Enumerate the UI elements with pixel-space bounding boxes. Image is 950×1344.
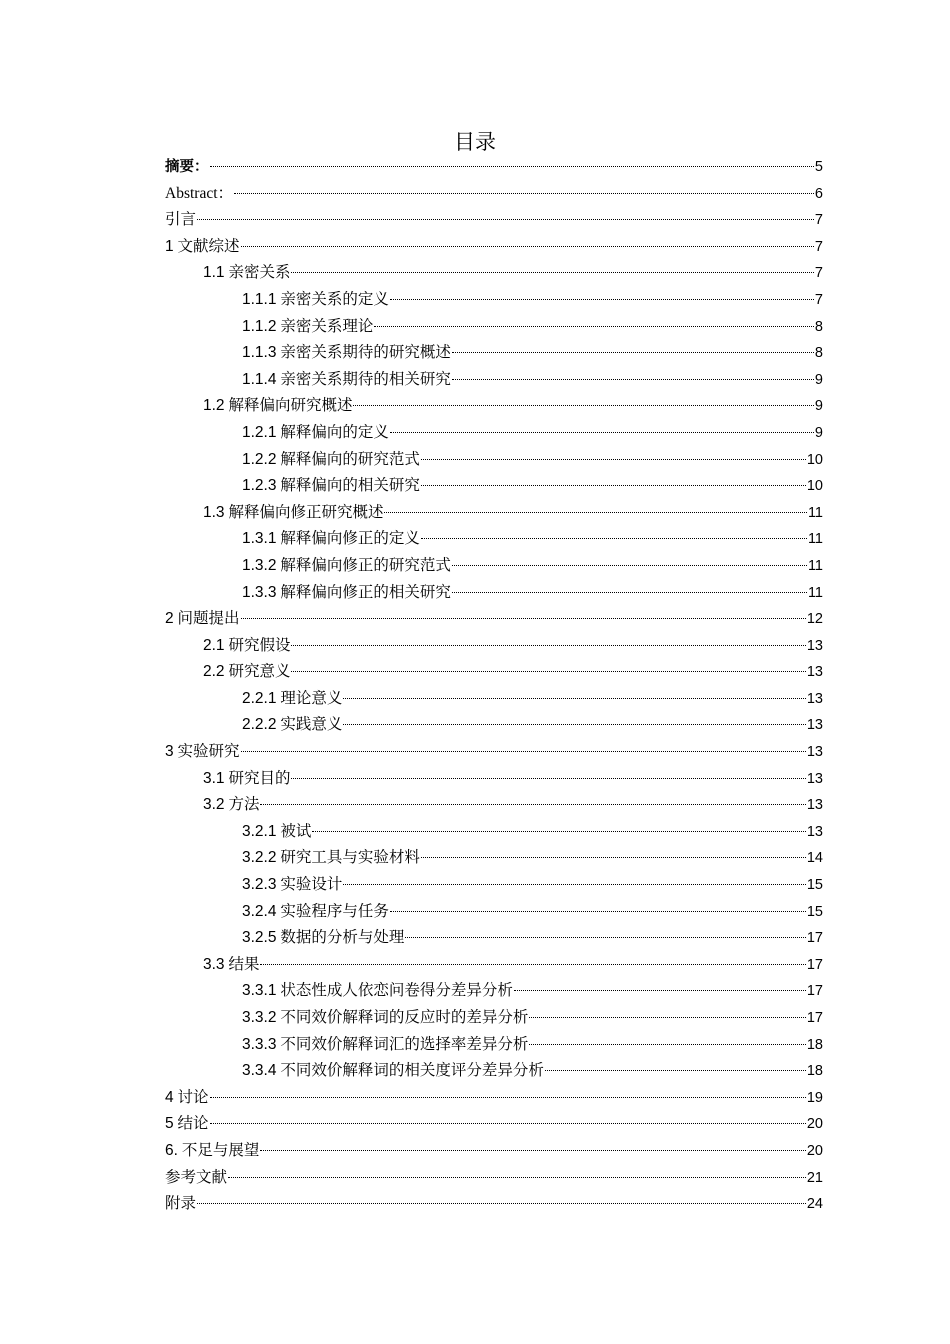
toc-entry-number: 1.1.4	[242, 370, 277, 388]
toc-entry[interactable]	[165, 260, 823, 287]
toc-entry-title: 研究工具与实验材料	[280, 849, 420, 867]
toc-entry-title: 研究意义	[228, 663, 291, 681]
table-of-contents	[165, 154, 823, 1218]
toc-page-number: 7	[814, 265, 823, 282]
dot-leader	[390, 299, 814, 300]
dot-leader	[260, 964, 805, 965]
dot-leader	[343, 724, 805, 725]
toc-entry-label	[165, 1191, 196, 1218]
toc-entry-number: 3.1	[203, 769, 225, 787]
toc-page-number: 15	[806, 877, 823, 894]
dot-leader	[421, 459, 806, 460]
dot-leader	[241, 618, 806, 619]
toc-entry[interactable]	[165, 526, 823, 553]
toc-entry-label	[203, 952, 259, 979]
toc-entry-title: 引言	[165, 211, 197, 229]
toc-page-number: 13	[806, 664, 823, 681]
toc-entry[interactable]	[165, 792, 823, 819]
toc-entry-title: 参考文献	[165, 1168, 228, 1186]
toc-entry-label	[242, 420, 389, 447]
toc-entry-label	[242, 1005, 528, 1032]
toc-page-number: 19	[806, 1089, 823, 1106]
toc-entry[interactable]	[165, 1191, 823, 1218]
toc-entry-title: 研究假设	[228, 636, 291, 654]
toc-entry-label	[242, 845, 420, 872]
dot-leader	[390, 432, 814, 433]
toc-page-number: 20	[806, 1116, 823, 1133]
toc-entry[interactable]	[165, 978, 823, 1005]
toc-page-number: 9	[814, 371, 823, 388]
toc-entry-number: 3.3	[203, 955, 225, 973]
toc-entry-title: 方法	[228, 796, 260, 814]
toc-page-number: 11	[807, 531, 823, 548]
toc-entry[interactable]	[165, 420, 823, 447]
toc-entry-number: 1.2	[203, 397, 225, 415]
toc-entry-label	[242, 686, 342, 713]
dot-leader	[260, 1150, 806, 1151]
dot-leader	[452, 352, 814, 353]
toc-entry-label	[165, 207, 196, 234]
toc-entry[interactable]	[165, 500, 823, 527]
toc-entry-label	[165, 1165, 227, 1192]
toc-entry-number: 3.2	[203, 796, 225, 814]
toc-entry-label	[165, 154, 209, 181]
toc-entry[interactable]	[165, 207, 823, 234]
dot-leader	[529, 1017, 805, 1018]
toc-entry-label	[203, 500, 383, 527]
dot-leader	[514, 990, 806, 991]
dot-leader	[234, 193, 814, 194]
toc-entry-title: 问题提出	[177, 610, 240, 628]
toc-page-number: 11	[807, 584, 823, 601]
toc-entry-label	[242, 580, 451, 607]
toc-page-number: 10	[806, 478, 823, 495]
toc-page-number: 17	[806, 956, 823, 973]
toc-entry-number: 3.3.4	[242, 1062, 277, 1080]
toc-entry[interactable]	[165, 367, 823, 394]
toc-entry-number: 1.3.3	[242, 583, 277, 601]
toc-entry-number: 1.1.3	[242, 344, 277, 362]
toc-entry[interactable]	[165, 766, 823, 793]
toc-entry-title: 讨论	[177, 1088, 209, 1106]
dot-leader	[529, 1044, 805, 1045]
dot-leader	[241, 246, 814, 247]
dot-leader	[210, 166, 814, 167]
toc-entry-number: 1.3	[203, 503, 225, 521]
toc-page-number: 21	[806, 1169, 823, 1186]
dot-leader	[452, 379, 814, 380]
toc-page-number: 11	[807, 557, 823, 574]
toc-page-number: 15	[806, 903, 823, 920]
toc-page-number: 9	[814, 424, 823, 441]
toc-entry[interactable]	[165, 606, 823, 633]
toc-entry[interactable]	[165, 154, 823, 181]
toc-entry-number: 2	[165, 610, 174, 628]
toc-page-number: 8	[814, 318, 823, 335]
toc-entry-label	[242, 553, 451, 580]
toc-entry-title: 解释偏向修正研究概述	[228, 503, 384, 521]
toc-entry-number: 1.1	[203, 264, 225, 282]
dot-leader	[405, 937, 805, 938]
toc-entry[interactable]	[165, 925, 823, 952]
toc-entry-title: 理论意义	[280, 689, 343, 707]
toc-page-number: 5	[814, 159, 823, 175]
toc-entry-number: 3.3.2	[242, 1009, 277, 1026]
toc-entry-title: 结论	[177, 1115, 209, 1133]
toc-entry-title: 解释偏向修正的定义	[280, 530, 420, 548]
toc-entry-title: 不足与展望	[181, 1141, 260, 1159]
toc-entry-number: 1.1.1	[242, 290, 277, 308]
dot-leader	[291, 645, 805, 646]
dot-leader	[452, 565, 807, 566]
toc-page-number: 13	[806, 717, 823, 734]
toc-page-number: 7	[814, 291, 823, 308]
toc-entry-label	[242, 314, 373, 341]
toc-entry-title: 文献综述	[177, 237, 240, 255]
toc-entry-label	[242, 287, 389, 314]
toc-page-number: 12	[806, 611, 823, 628]
toc-entry-number: 1.2.2	[242, 450, 277, 468]
toc-page-number: 13	[806, 637, 823, 654]
dot-leader	[291, 778, 805, 779]
toc-entry-label	[242, 712, 342, 739]
dot-leader	[343, 698, 805, 699]
dot-leader	[384, 512, 806, 513]
toc-entry[interactable]	[165, 447, 823, 474]
toc-entry[interactable]	[165, 314, 823, 341]
toc-entry[interactable]	[165, 686, 823, 713]
toc-entry-label	[242, 925, 404, 952]
toc-entry-number: 4	[165, 1088, 174, 1106]
toc-page-number: 8	[814, 345, 823, 362]
toc-entry-title: 解释偏向修正的相关研究	[280, 583, 451, 601]
toc-page-number: 17	[806, 1010, 823, 1026]
toc-entry-title: 研究目的	[228, 769, 291, 787]
toc-entry[interactable]	[165, 819, 823, 846]
toc-entry-label	[242, 819, 311, 846]
toc-entry-number: 6.	[165, 1141, 178, 1159]
dot-leader	[312, 831, 805, 832]
toc-entry-number: 3.2.5	[242, 929, 277, 947]
toc-entry[interactable]	[165, 1165, 823, 1192]
toc-entry[interactable]	[165, 1085, 823, 1112]
toc-page-number: 17	[806, 930, 823, 947]
toc-entry-title: 被试	[280, 822, 312, 840]
toc-entry[interactable]	[165, 659, 823, 686]
toc-entry-title: 不同效价解释词汇的选择率差异分析	[280, 1035, 529, 1053]
toc-entry-number: 1.1.2	[242, 317, 277, 335]
toc-entry-number: 3.3.3	[242, 1035, 277, 1053]
dot-leader	[241, 751, 806, 752]
toc-entry-label	[165, 1085, 209, 1112]
toc-entry-title: 实验程序与任务	[280, 902, 389, 920]
toc-entry[interactable]	[165, 473, 823, 500]
toc-entry-number: 2.2.1	[242, 689, 277, 707]
toc-entry-title: 亲密关系的定义	[280, 290, 389, 308]
toc-entry-label	[242, 978, 513, 1005]
toc-entry-title: 解释偏向修正的研究范式	[280, 556, 451, 574]
dot-leader	[210, 1123, 806, 1124]
toc-entry-number: 1	[165, 237, 174, 255]
dot-leader	[374, 326, 814, 327]
toc-entry-title: 解释偏向的相关研究	[280, 477, 420, 495]
toc-page-number: 17	[806, 983, 823, 1000]
toc-page-number: 14	[806, 850, 823, 867]
toc-page-number: 13	[806, 690, 823, 707]
toc-entry-title: 附录	[165, 1195, 197, 1213]
dot-leader	[390, 911, 806, 912]
toc-entry-label	[203, 766, 290, 793]
toc-entry-number: 3.2.2	[242, 849, 277, 867]
toc-page-number: 20	[806, 1142, 823, 1159]
toc-entry[interactable]	[165, 633, 823, 660]
toc-entry[interactable]	[165, 1111, 823, 1138]
toc-page-number: 13	[806, 823, 823, 840]
toc-entry[interactable]	[165, 181, 823, 208]
toc-entry-label	[242, 447, 420, 474]
dot-leader	[197, 219, 814, 220]
toc-page-number: 13	[806, 744, 823, 761]
toc-entry-label	[242, 367, 451, 394]
toc-entry[interactable]	[165, 1005, 823, 1032]
toc-page-number: 11	[807, 504, 823, 521]
toc-entry-label	[242, 1032, 528, 1059]
toc-entry-label	[165, 1111, 209, 1138]
toc-entry-number: 3.2.4	[242, 902, 277, 920]
toc-entry-number: 2.2.2	[242, 716, 277, 734]
dot-leader	[343, 884, 805, 885]
toc-page-number: 13	[806, 797, 823, 814]
toc-entry-title: 实验研究	[177, 743, 240, 761]
toc-entry-number: 1.2.3	[242, 477, 277, 495]
toc-entry-label	[242, 340, 451, 367]
toc-entry[interactable]	[165, 872, 823, 899]
toc-entry-number: 3.2.3	[242, 876, 277, 894]
toc-entry-label	[203, 393, 352, 420]
toc-entry-title: 数据的分析与处理	[280, 929, 405, 947]
toc-entry-label	[203, 659, 290, 686]
toc-entry-title: 亲密关系理论	[280, 317, 374, 335]
dot-leader	[197, 1203, 806, 1204]
toc-entry-title: 实践意义	[280, 716, 343, 734]
toc-entry-title: 亲密关系期待的研究概述	[280, 344, 451, 362]
dot-leader	[545, 1070, 806, 1071]
toc-entry-title: 不同效价解释词的反应时的差异分析	[280, 1009, 529, 1026]
toc-entry-number: 3.2.1	[242, 822, 277, 840]
dot-leader	[210, 1097, 806, 1098]
toc-entry[interactable]	[165, 712, 823, 739]
toc-entry[interactable]	[165, 845, 823, 872]
toc-page-number: 7	[814, 238, 823, 255]
toc-entry-title: 解释偏向的研究范式	[280, 450, 420, 468]
toc-page-number: 9	[814, 398, 823, 415]
dot-leader	[291, 272, 813, 273]
toc-entry[interactable]	[165, 1032, 823, 1059]
toc-entry-label	[242, 1058, 544, 1085]
toc-entry-label	[203, 633, 290, 660]
toc-entry[interactable]	[165, 287, 823, 314]
toc-entry[interactable]	[165, 234, 823, 261]
toc-entry-title: 状态性成人依恋问卷得分差异分析	[280, 982, 513, 1000]
toc-page-number: 18	[806, 1063, 823, 1080]
toc-entry[interactable]	[165, 1058, 823, 1085]
toc-entry-number: 3.3.1	[242, 982, 277, 1000]
toc-entry-title: 结果	[228, 955, 260, 973]
toc-entry[interactable]	[165, 580, 823, 607]
toc-entry[interactable]	[165, 393, 823, 420]
toc-page-number: 13	[806, 770, 823, 787]
toc-entry-number: 1.3.1	[242, 530, 277, 548]
toc-entry-label	[165, 606, 240, 633]
toc-entry-number: 3	[165, 743, 174, 761]
toc-page-number: 10	[806, 451, 823, 468]
toc-entry-title: Abstract：	[165, 184, 234, 202]
dot-leader	[291, 671, 805, 672]
dot-leader	[421, 538, 807, 539]
toc-entry-label	[165, 1138, 259, 1165]
toc-entry[interactable]	[165, 952, 823, 979]
toc-entry[interactable]	[165, 340, 823, 367]
toc-page-number: 7	[814, 212, 823, 229]
toc-entry-label	[203, 260, 290, 287]
toc-entry-title: 解释偏向的定义	[280, 423, 389, 441]
toc-entry-label	[242, 899, 389, 926]
toc-page-number: 6	[814, 185, 823, 202]
toc-title: 目录	[454, 130, 496, 154]
toc-entry-label	[203, 792, 259, 819]
toc-entry-title: 摘要：	[165, 159, 209, 175]
dot-leader	[421, 857, 806, 858]
toc-entry[interactable]	[165, 553, 823, 580]
dot-leader	[353, 405, 813, 406]
toc-entry-number: 5	[165, 1115, 174, 1133]
toc-entry-label	[242, 526, 420, 553]
toc-page-number: 18	[806, 1036, 823, 1053]
toc-entry-title: 不同效价解释词的相关度评分差异分析	[280, 1062, 544, 1080]
toc-page-number: 24	[806, 1196, 823, 1213]
toc-entry[interactable]	[165, 899, 823, 926]
toc-entry-label	[242, 872, 342, 899]
toc-entry-label	[242, 473, 420, 500]
toc-entry-number: 1.3.2	[242, 556, 277, 574]
toc-entry[interactable]	[165, 1138, 823, 1165]
toc-entry-number: 1.2.1	[242, 423, 277, 441]
toc-entry-label	[165, 181, 233, 208]
toc-entry[interactable]	[165, 739, 823, 766]
toc-entry-title: 亲密关系期待的相关研究	[280, 370, 451, 388]
toc-entry-number: 2.2	[203, 663, 225, 681]
dot-leader	[228, 1177, 806, 1178]
dot-leader	[452, 592, 807, 593]
toc-entry-title: 亲密关系	[228, 264, 291, 282]
dot-leader	[421, 485, 806, 486]
toc-entry-number: 2.1	[203, 636, 225, 654]
toc-entry-title: 实验设计	[280, 876, 343, 894]
toc-entry-label	[165, 739, 240, 766]
dot-leader	[260, 804, 805, 805]
toc-entry-label	[165, 234, 240, 261]
toc-entry-title: 解释偏向研究概述	[228, 397, 353, 415]
